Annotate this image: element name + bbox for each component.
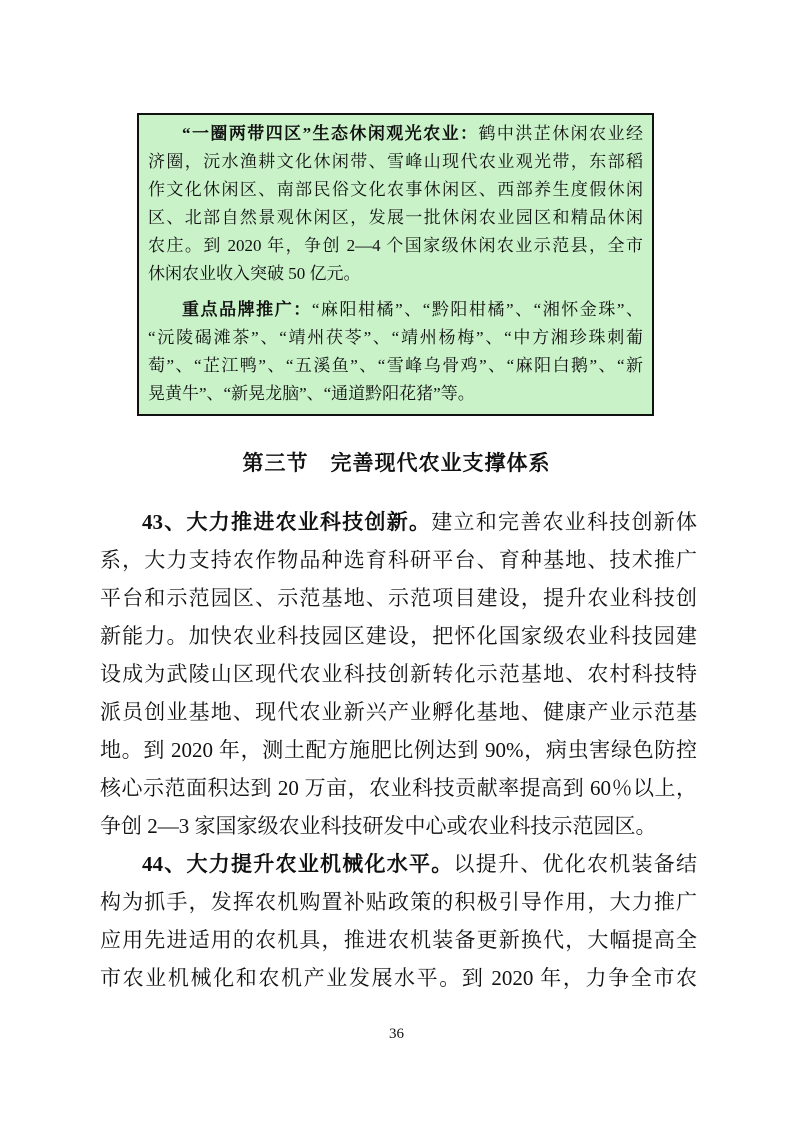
text-line xyxy=(148,260,643,288)
bold-lead-text: 重点品牌推广： xyxy=(182,300,312,319)
text-line xyxy=(148,120,643,148)
text-line xyxy=(148,380,643,408)
text: 济圈，沅水渔耕文化休闲带、雪峰山现代农业观光带，东部稻 xyxy=(148,152,643,171)
paragraph xyxy=(148,120,643,288)
text: 市农业机械化和农机产业发展水平。到 2020 年，力争全市农 xyxy=(100,966,697,990)
paragraph xyxy=(148,296,643,408)
text-line xyxy=(148,296,643,324)
text: 新能力。加快农业科技园区建设，把怀化国家级农业科技园建 xyxy=(100,624,697,648)
body-paragraphs xyxy=(100,503,697,997)
text: 设成为武陵山区现代农业科技创新转化示范基地、农村科技特 xyxy=(100,662,697,686)
text-line xyxy=(100,579,697,617)
text-line xyxy=(100,541,697,579)
text-line xyxy=(100,503,697,541)
text-line xyxy=(100,883,697,921)
bold-lead-text: 44、大力提升农业机械化水平。 xyxy=(142,852,454,876)
text-line xyxy=(100,769,697,807)
text-line xyxy=(100,693,697,731)
text: 农庄。到 2020 年，争创 2—4 个国家级休闲农业示范县，全市 xyxy=(148,236,643,255)
text-line xyxy=(100,655,697,693)
section-heading: 第三节 完善现代农业支撑体系 xyxy=(242,451,551,475)
text: 构为抓手，发挥农机购置补贴政策的积极引导作用，大力推广 xyxy=(100,890,697,914)
text: 派员创业基地、现代农业新兴产业孵化基地、健康产业示范基 xyxy=(100,700,697,724)
paragraph xyxy=(100,845,697,997)
text-line xyxy=(100,807,697,845)
text-line xyxy=(100,959,697,997)
text-line xyxy=(100,845,697,883)
bold-lead-text: “一圈两带四区”生态休闲观光农业： xyxy=(182,124,479,143)
text-line xyxy=(100,617,697,655)
text-line xyxy=(148,176,643,204)
page-number: 36 xyxy=(389,1026,404,1042)
text: 地。到 2020 年，测土配方施肥比例达到 90%，病虫害绿色防控 xyxy=(100,738,697,762)
text: 作文化休闲区、南部民俗文化农事休闲区、西部养生度假休闲 xyxy=(148,180,643,199)
text: 晃黄牛”、“新晃龙脑”、“通道黔阳花猪”等。 xyxy=(148,384,475,403)
text-line xyxy=(100,731,697,769)
text-line xyxy=(148,352,643,380)
text: 以提升、优化农机装备结 xyxy=(453,852,697,876)
text: 系，大力支持农作物品种选育科研平台、育种基地、技术推广 xyxy=(100,548,697,572)
bold-lead-text: 43、大力推进农业科技创新。 xyxy=(142,510,432,534)
text: 核心示范面积达到 20 万亩，农业科技贡献率提高到 60％以上， xyxy=(100,776,697,800)
text: 萄”、“芷江鸭”、“五溪鱼”、“雪峰乌骨鸡”、“麻阳白鹅”、“新 xyxy=(148,356,643,375)
text: 应用先进适用的农机具，推进农机装备更新换代，大幅提高全 xyxy=(100,928,697,952)
text: 建立和完善农业科技创新体 xyxy=(431,510,697,534)
text: 鹤中洪芷休闲农业经 xyxy=(478,124,643,143)
paragraph xyxy=(100,503,697,845)
text-line xyxy=(100,921,697,959)
text: 休闲农业收入突破 50 亿元。 xyxy=(148,264,361,283)
text-line xyxy=(148,148,643,176)
text-line xyxy=(148,204,643,232)
text-line xyxy=(148,232,643,260)
text-line xyxy=(148,324,643,352)
text: 区、北部自然景观休闲区，发展一批休闲农业园区和精品休闲 xyxy=(148,208,643,227)
info-box xyxy=(137,113,654,416)
text: “沅陵碣滩茶”、“靖州茯苓”、“靖州杨梅”、“中方湘珍珠刺葡 xyxy=(148,328,643,347)
text: 平台和示范园区、示范基地、示范项目建设，提升农业科技创 xyxy=(100,586,697,610)
text: 争创 2—3 家国家级农业科技研发中心或农业科技示范园区。 xyxy=(100,814,657,838)
text: “麻阳柑橘”、“黔阳柑橘”、“湘怀金珠”、 xyxy=(311,300,643,319)
